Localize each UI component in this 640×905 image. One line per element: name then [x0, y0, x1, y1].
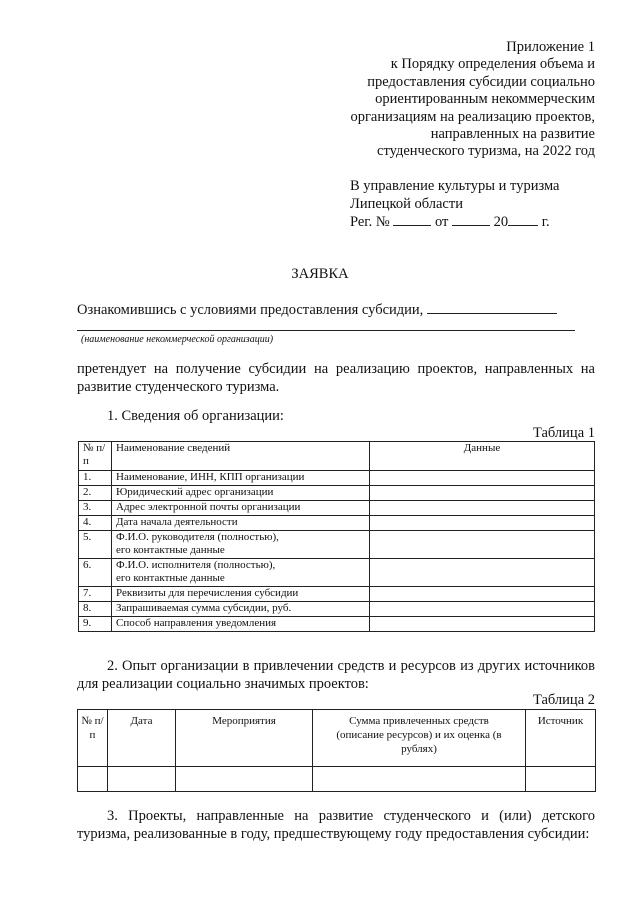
row-data-cell[interactable]: [370, 531, 595, 559]
row-data-cell[interactable]: [370, 501, 595, 516]
row-data-cell[interactable]: [370, 602, 595, 617]
org-name-line[interactable]: [77, 319, 575, 331]
org-name-blank[interactable]: [427, 301, 557, 314]
appendix-line: Приложение 1: [506, 39, 595, 55]
appendix-line: организациям на реализацию проектов,: [350, 108, 595, 125]
appendix-header: [350, 39, 595, 161]
section3-paragraph: 3. Проекты, направленные на развитие студенческого и (или) детского туризма, реализованные в году, предшествующему году предоставления субсидии:: [77, 808, 595, 842]
appendix-line: ориентированным некоммерческим: [375, 91, 595, 108]
reg-year-label: 20: [493, 214, 509, 230]
row-name-line: его контактные данные: [116, 544, 225, 556]
claim-paragraph: претендует на получение субсидии на реализацию проектов, направленных на развитие студенческого туризма.: [77, 361, 595, 395]
header-num: № п/п: [78, 710, 108, 767]
table-row: [79, 516, 595, 531]
reg-from-label: от: [434, 214, 449, 230]
section2-paragraph: 2. Опыт организации в привлечении средств и ресурсов из других источников для реализации социально значимых проектов:: [77, 658, 595, 692]
reg-date-blank[interactable]: [452, 213, 490, 226]
table-row: [79, 587, 595, 602]
addressee-block: [350, 178, 560, 232]
row-num: 3.: [79, 501, 112, 516]
row-num: 9.: [79, 617, 112, 632]
intro-text: Ознакомившись с условиями предоставления субсидии,: [77, 302, 424, 318]
row-name-line: его контактные данные: [116, 572, 225, 584]
table-row: [79, 471, 595, 486]
row-num: 7.: [79, 587, 112, 602]
header-source: Источник: [526, 710, 596, 767]
reg-number-blank[interactable]: [393, 213, 431, 226]
row-num: 1.: [79, 471, 112, 486]
row-name: Адрес электронной почты организации: [112, 501, 370, 516]
empty-cell[interactable]: [78, 767, 108, 792]
funding-experience-table: [77, 709, 596, 792]
row-num: 2.: [79, 486, 112, 501]
row-num: 6.: [79, 559, 112, 587]
intro-line: [77, 301, 557, 319]
row-data-cell[interactable]: [370, 617, 595, 632]
row-name: Запрашиваемая сумма субсидии, руб.: [112, 602, 370, 617]
row-num: 5.: [79, 531, 112, 559]
row-name: Реквизиты для перечисления субсидии: [112, 587, 370, 602]
table-row: [79, 531, 595, 559]
table-row: [79, 486, 595, 501]
table1-caption: Таблица 1: [532, 425, 595, 441]
row-data-cell[interactable]: [370, 471, 595, 486]
empty-cell[interactable]: [176, 767, 313, 792]
header-events: Мероприятия: [176, 710, 313, 767]
section1-heading: 1. Сведения об организации:: [107, 408, 284, 424]
empty-cell[interactable]: [108, 767, 176, 792]
empty-cell[interactable]: [313, 767, 526, 792]
row-data-cell[interactable]: [370, 587, 595, 602]
row-name-line: Ф.И.О. руководителя (полностью),: [116, 531, 279, 543]
header-name: Наименование сведений: [112, 442, 370, 471]
row-num: 4.: [79, 516, 112, 531]
reg-year-blank[interactable]: [508, 213, 538, 226]
table-row: [78, 767, 596, 792]
header-date: Дата: [108, 710, 176, 767]
header-amount: Сумма привлеченных средств (описание ресурсов) и их оценка (в рублях): [313, 710, 526, 767]
appendix-line: к Порядку определения объема и: [390, 56, 595, 73]
header-data: Данные: [370, 442, 595, 471]
row-name: [112, 531, 370, 559]
table-header-row: [78, 710, 596, 767]
row-name: [112, 559, 370, 587]
row-name: Наименование, ИНН, КПП организации: [112, 471, 370, 486]
row-data-cell[interactable]: [370, 516, 595, 531]
row-name: Юридический адрес организации: [112, 486, 370, 501]
table-row: [79, 602, 595, 617]
row-name: Дата начала деятельности: [112, 516, 370, 531]
appendix-line: направленных на развитие: [430, 126, 595, 143]
row-name: Способ направления уведомления: [112, 617, 370, 632]
document-title: ЗАЯВКА: [291, 266, 349, 282]
organization-info-table: [78, 441, 595, 632]
empty-cell[interactable]: [526, 767, 596, 792]
addressee-line: Липецкой области: [350, 195, 463, 212]
header-num: № п/п: [79, 442, 112, 471]
table-header-row: [79, 442, 595, 471]
addressee-line: В управление культуры и туризма: [350, 178, 560, 194]
table-row: [79, 617, 595, 632]
reg-suffix: г.: [541, 214, 550, 230]
table2-caption: Таблица 2: [532, 692, 595, 708]
table-row: [79, 501, 595, 516]
appendix-line: предоставления субсидии социально: [367, 73, 595, 90]
reg-label: Рег. №: [350, 214, 390, 230]
row-data-cell[interactable]: [370, 486, 595, 501]
row-name-line: Ф.И.О. исполнителя (полностью),: [116, 559, 276, 571]
row-num: 8.: [79, 602, 112, 617]
org-name-hint: (наименование некоммерческой организации): [81, 334, 274, 345]
registration-line: [350, 213, 560, 232]
row-data-cell[interactable]: [370, 559, 595, 587]
appendix-line: студенческого туризма, на 2022 год: [377, 143, 595, 160]
table-row: [79, 559, 595, 587]
